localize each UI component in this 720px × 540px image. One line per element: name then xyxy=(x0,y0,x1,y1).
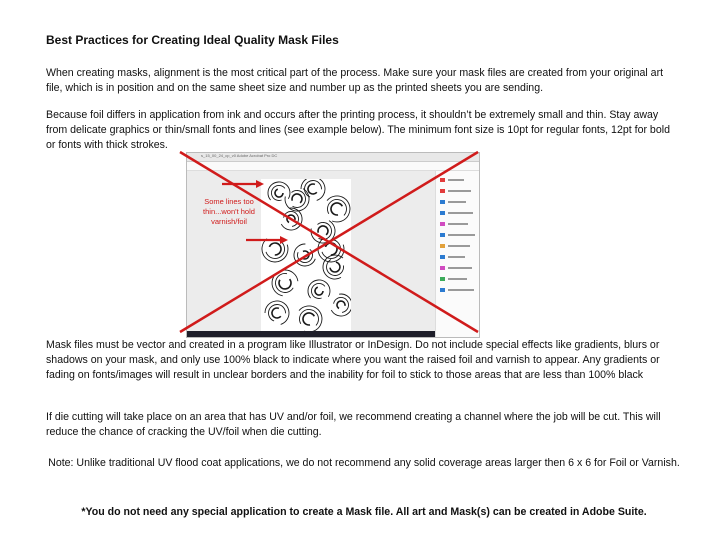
paragraph-alignment: When creating masks, alignment is the most critical part of the process. Make sure your mask files are created from your original art file, which is in position and on the same sheet size and number up as the printed sheets you are sending. xyxy=(46,67,664,94)
thin-lines-callout: Some lines too thin...won't hold varnish/foil xyxy=(203,197,255,226)
note-coverage: Note: Unlike traditional UV flood coat applications, we do not recommend any solid coverage areas larger then 6 x 6 for Foil or Varnish. xyxy=(48,457,680,469)
page-title: Best Practices for Creating Ideal Quality Mask Files xyxy=(46,33,339,47)
paragraph-die-cutting: If die cutting will take place on an area that has UV and/or foil, we recommend creating a channel where the job will be cut. This will reduce the chance of cracking the UV/foil when die cutting. xyxy=(46,411,661,438)
example-window-title: s_15_00_24_cp_v0 Adobe Acrobat Pro DC xyxy=(201,153,278,158)
footer-note: *You do not need any special application to create a Mask file. All art and Mask(s) can be created in Adobe Suite. xyxy=(81,506,647,518)
callout-arrowhead-upper xyxy=(256,180,264,188)
paragraph-foil-thickness: Because foil differs in application from ink and occurs after the printing process, it shouldn’t be extremely small and thin. Stay away from delicate graphics or thin/small fonts and lines (see example below). The minimum font size is 10pt for regular fonts, 12pt for bold or fonts with thick strokes. xyxy=(46,109,670,151)
paragraph-vector-requirements: Mask files must be vector and created in a program like Illustrator or InDesign. Do not include special effects like gradients, blurs or shadows on your mask, and only use 100% black to indicate where you want the raised foil and varnish to appear. Any gradients or fading on fonts/images will result in unclear borders and the inability for foil to stick to those areas that are less than 100% black xyxy=(46,339,660,381)
callout-arrowhead-lower xyxy=(280,236,288,244)
